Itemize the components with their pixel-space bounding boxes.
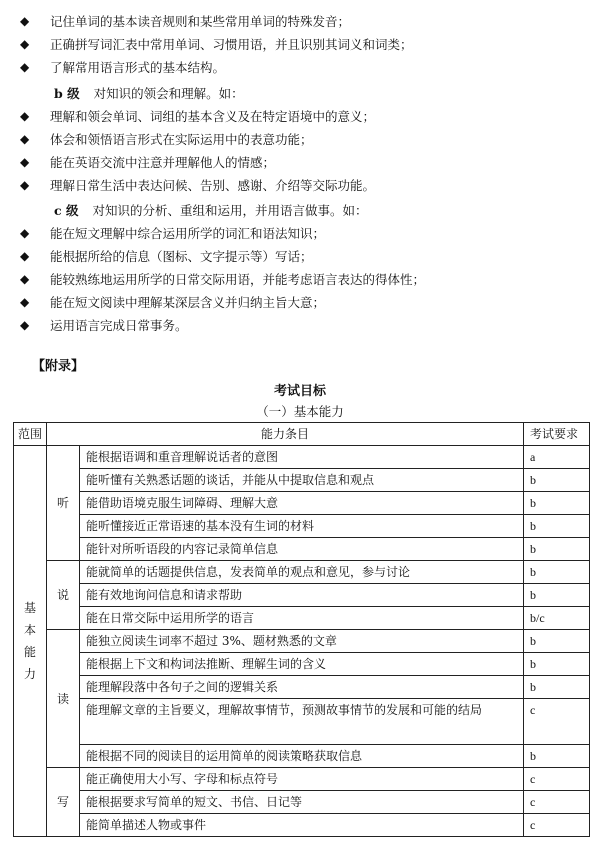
diamond-bullet-icon: ◆	[20, 226, 30, 240]
table-row	[14, 561, 590, 584]
item-cell: 能有效地询问信息和请求帮助	[80, 584, 524, 607]
table-row	[14, 538, 590, 561]
requirement-cell: b	[524, 584, 590, 607]
ability-table	[13, 422, 590, 837]
level-c-heading: c 级 对知识的分析、重组和运用，并用语言做事。如：	[54, 203, 368, 218]
table-row	[14, 607, 590, 630]
diamond-bullet-icon: ◆	[20, 249, 30, 263]
item-cell: 能根据语调和重音理解说话者的意图	[80, 446, 524, 469]
table-header-row	[14, 423, 590, 446]
diamond-bullet-icon: ◆	[20, 318, 30, 332]
table-row	[14, 814, 590, 837]
diamond-bullet-icon: ◆	[20, 37, 30, 51]
diamond-bullet-icon: ◆	[20, 109, 30, 123]
requirement-cell: c	[524, 768, 590, 791]
diamond-bullet-icon: ◆	[20, 60, 30, 74]
table-row	[14, 515, 590, 538]
skill-reading: 读	[47, 630, 80, 768]
item-cell: 能在日常交际中运用所学的语言	[80, 607, 524, 630]
diamond-bullet-icon: ◆	[20, 272, 30, 286]
table-row	[14, 469, 590, 492]
table-row	[14, 630, 590, 653]
table-row	[14, 653, 590, 676]
requirement-cell: c	[524, 814, 590, 837]
subsection-title: （一）基本能力	[256, 404, 344, 419]
item-cell: 能正确使用大小写、字母和标点符号	[80, 768, 524, 791]
diamond-bullet-icon: ◆	[20, 132, 30, 146]
table-row	[14, 676, 590, 699]
item-cell: 能根据不同的阅读目的运用简单的阅读策略获取信息	[80, 745, 524, 768]
requirement-cell: b/c	[524, 607, 590, 630]
diamond-bullet-icon: ◆	[20, 295, 30, 309]
item-cell: 能针对所听语段的内容记录简单信息	[80, 538, 524, 561]
table-row	[14, 791, 590, 814]
header-scope: 范围	[14, 423, 47, 446]
requirement-cell: b	[524, 745, 590, 768]
level-b-heading: b 级 对知识的领会和理解。如：	[54, 86, 244, 101]
requirement-cell: a	[524, 446, 590, 469]
appendix-label: 【附录】	[32, 359, 85, 374]
item-cell: 能简单描述人物或事件	[80, 814, 524, 837]
requirement-cell: b	[524, 515, 590, 538]
item-cell: 能听懂有关熟悉话题的谈话，并能从中提取信息和观点	[80, 469, 524, 492]
item-cell: 能根据要求写简单的短文、书信、日记等	[80, 791, 524, 814]
scope-label: 基 本 能 力	[23, 601, 36, 681]
skill-listening: 听	[47, 446, 80, 561]
item-cell: 能就简单的话题提供信息，发表简单的观点和意见，参与讨论	[80, 561, 524, 584]
item-cell: 能根据上下文和构词法推断、理解生词的含义	[80, 653, 524, 676]
requirement-cell: c	[524, 791, 590, 814]
section-title: 考试目标	[273, 384, 326, 399]
diamond-bullet-icon: ◆	[20, 155, 30, 169]
requirement-cell: b	[524, 538, 590, 561]
skill-writing: 写	[47, 768, 80, 837]
scope-cell	[14, 446, 47, 837]
table-row	[14, 745, 590, 768]
item-cell: 能听懂接近正常语速的基本没有生词的材料	[80, 515, 524, 538]
requirement-cell: b	[524, 561, 590, 584]
requirement-cell: b	[524, 630, 590, 653]
table-row	[14, 584, 590, 607]
header-item: 能力条目	[47, 423, 524, 446]
requirement-cell: b	[524, 492, 590, 515]
requirement-cell: b	[524, 469, 590, 492]
item-cell: 能借助语境克服生词障碍、理解大意	[80, 492, 524, 515]
item-cell: 能理解文章的主旨要义，理解故事情节，预测故事情节的发展和可能的结局	[80, 699, 524, 745]
table-row	[14, 699, 590, 745]
item-cell: 能独立阅读生词率不超过 3%、题材熟悉的文章	[80, 630, 524, 653]
table-row	[14, 492, 590, 515]
requirement-cell: b	[524, 653, 590, 676]
item-cell: 能理解段落中各句子之间的逻辑关系	[80, 676, 524, 699]
table-row	[14, 446, 590, 469]
skill-speaking: 说	[47, 561, 80, 630]
diamond-bullet-icon: ◆	[20, 14, 30, 28]
requirement-cell: b	[524, 676, 590, 699]
table-row	[14, 768, 590, 791]
header-requirement: 考试要求	[524, 423, 590, 446]
diamond-bullet-icon: ◆	[20, 178, 30, 192]
requirement-cell: c	[524, 699, 590, 745]
